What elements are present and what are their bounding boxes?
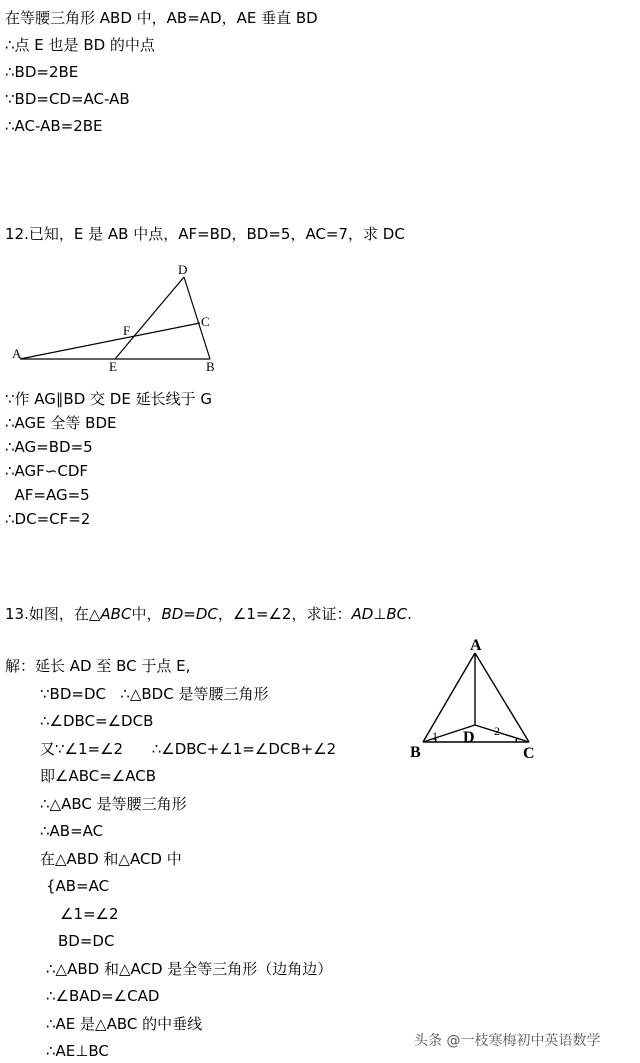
problem-13: [5, 605, 412, 623]
text-line: ∵BD=DC ∴△BDC 是等腰三角形: [40, 685, 269, 703]
text-line: {AB=AC: [46, 877, 110, 895]
problem-13-part: AD⊥BC: [351, 605, 408, 623]
text-line: ∴AGF∽CDF: [5, 462, 89, 480]
text-line: ∴AE 是△ABC 的中垂线: [46, 1015, 203, 1033]
segment-AC: [475, 653, 529, 742]
problem-12: 12.已知，E 是 AB 中点，AF=BD，BD=5，AC=7，求 DC: [5, 225, 405, 243]
text-line: 在△ABD 和△ACD 中: [40, 850, 182, 868]
text-line: ∴点 E 也是 BD 的中点: [5, 36, 155, 54]
segment-AC: [20, 323, 200, 359]
text-line: ∴DC=CF=2: [5, 510, 91, 528]
text-line: 解：延长 AD 至 BC 于点 E,: [5, 657, 191, 675]
label-C: C: [201, 314, 210, 329]
segment-ED: [115, 277, 184, 359]
label-B: B: [206, 359, 215, 374]
text-line: BD=DC: [58, 932, 115, 950]
figure-12: [0, 255, 240, 375]
label-angle-1: 1: [432, 729, 438, 743]
problem-13-part: 13.如图，在△: [5, 605, 101, 623]
text-line: ∴∠DBC=∠DCB: [40, 712, 154, 730]
label-E: E: [109, 359, 117, 374]
text-line: ∴BD=2BE: [5, 63, 79, 81]
label-D: D: [178, 262, 188, 277]
text-line: ∵作 AG∥BD 交 DE 延长线于 G: [5, 390, 212, 408]
text-line: ∴AE⊥BC: [46, 1042, 109, 1060]
label-D: D: [463, 729, 475, 746]
figure-13: [405, 635, 550, 770]
text-line: ∴AC-AB=2BE: [5, 117, 103, 135]
problem-13-part: ABC: [100, 605, 132, 623]
text-line: ∠1=∠2: [60, 905, 119, 923]
text-line: ∵BD=CD=AC-AB: [5, 90, 130, 108]
text-line: ∴△ABC 是等腰三角形: [40, 795, 187, 813]
label-A: A: [470, 637, 482, 654]
watermark: 头条 @一枝寒梅初中英语数学: [414, 1033, 601, 1049]
text-line: ∴AG=BD=5: [5, 438, 93, 456]
text-line: 又∵∠1=∠2 ∴∠DBC+∠1=∠DCB+∠2: [40, 740, 337, 758]
problem-13-part: 中，: [131, 605, 162, 623]
problem-13-part: ，∠1=∠2，求证：: [217, 605, 352, 623]
problem-13-part: BD=DC: [161, 605, 218, 623]
label-F: F: [123, 323, 131, 338]
label-C: C: [523, 745, 535, 762]
text-line: ∴AB=AC: [40, 822, 104, 840]
text-line: ∴AGE 全等 BDE: [5, 414, 117, 432]
text-line: 即∠ABC=∠ACB: [40, 767, 156, 785]
label-B: B: [410, 744, 421, 761]
text-line: ∴△ABD 和△ACD 是全等三角形（边角边）: [46, 960, 333, 978]
text-line: AF=AG=5: [5, 486, 90, 504]
problem-13-part: .: [407, 605, 412, 623]
text-line: ∴∠BAD=∠CAD: [46, 987, 160, 1005]
label-A: A: [12, 346, 22, 361]
label-angle-2: 2: [494, 724, 500, 738]
text-line: 在等腰三角形 ABD 中，AB=AD，AE 垂直 BD: [5, 9, 318, 27]
